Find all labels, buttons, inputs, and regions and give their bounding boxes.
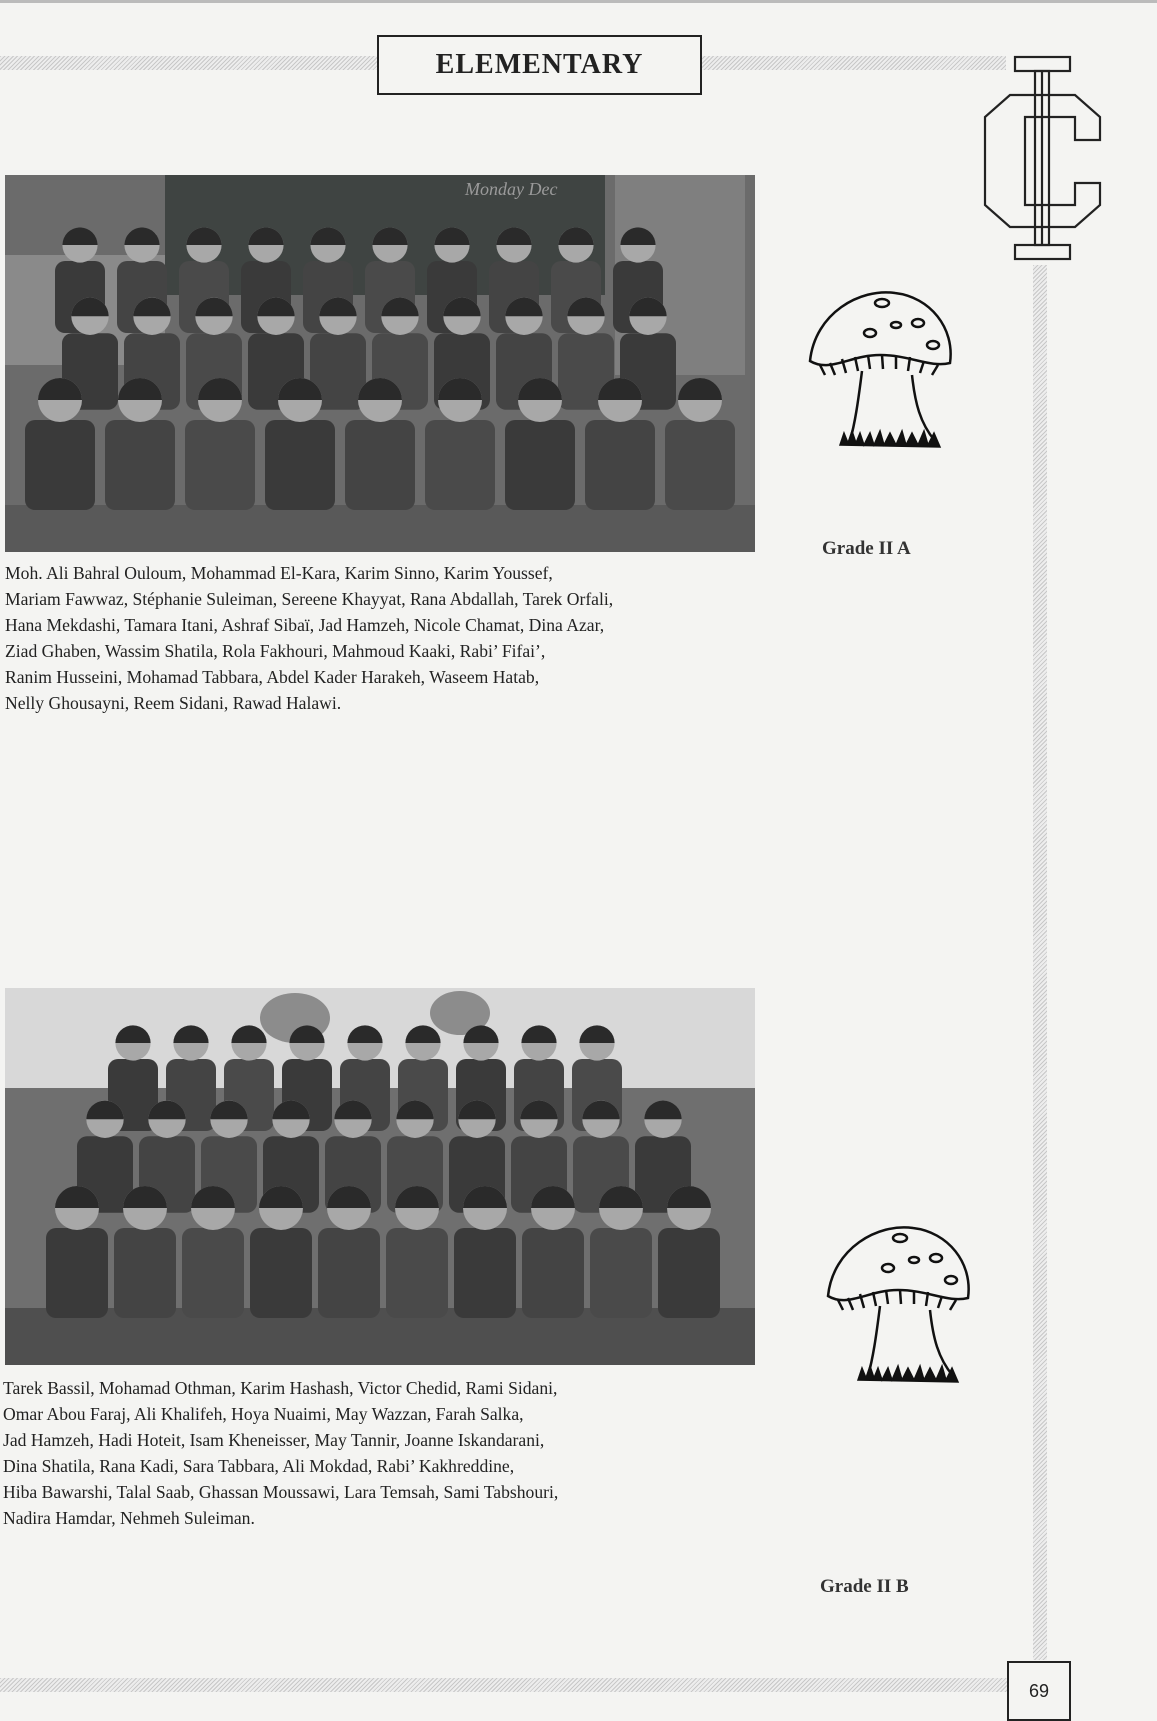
caption-line: Jad Hamzeh, Hadi Hoteit, Isam Kheneisser, May Tannir, Joanne Iskandarani, (3, 1430, 545, 1450)
caption-line: Omar Abou Faraj, Ali Khalifeh, Hoya Nuaimi, May Wazzan, Farah Salka, (3, 1404, 524, 1424)
student-figure (590, 1186, 652, 1318)
caption-line: Nadira Hamdar, Nehmeh Suleiman. (3, 1508, 255, 1528)
page-number (1007, 1661, 1071, 1721)
caption-line: Dina Shatila, Rana Kadi, Sara Tabbara, Ali Mokdad, Rabi’ Kakhreddine, (3, 1456, 515, 1476)
caption-line: Moh. Ali Bahral Ouloum, Mohammad El-Kara, Karim Sinno, Karim Youssef, (5, 563, 553, 583)
student-figure (250, 1186, 312, 1318)
caption-line: Ziad Ghaben, Wassim Shatila, Rola Fakhouri, Mahmoud Kaaki, Rabi’ Fifai’, (5, 641, 546, 661)
right-band (1033, 265, 1047, 1660)
top-rule (0, 0, 1157, 3)
student-figure (658, 1186, 720, 1318)
section-title (377, 35, 702, 95)
caption-line: Hana Mekdashi, Tamara Itani, Ashraf Sibaï, Jad Hamzeh, Nicole Chamat, Dina Azar, (5, 615, 605, 635)
caption-line: Nelly Ghousayni, Reem Sidani, Rawad Halawi. (5, 693, 342, 713)
header-band-left (0, 56, 380, 70)
student-figure (46, 1186, 108, 1318)
caption-grade-2a (5, 560, 745, 716)
caption-line: Tarek Bassil, Mohamad Othman, Karim Hashash, Victor Chedid, Rami Sidani, (3, 1378, 558, 1398)
page-number-text: 69 (1028, 1680, 1050, 1701)
student-figure (522, 1186, 584, 1318)
class-photo-a-drawing (5, 175, 755, 552)
class-photo-grade-2a (5, 175, 755, 552)
grade-label-2b: Grade II B (820, 1576, 909, 1597)
grade-label-2a: Grade II A (822, 538, 911, 559)
student-figure (318, 1186, 380, 1318)
mushroom-icon (818, 1218, 978, 1393)
caption-line: Mariam Fawwaz, Stéphanie Suleiman, Sereene Khayyat, Rana Abdallah, Tarek Orfali, (5, 589, 614, 609)
section-title-text: ELEMENTARY (435, 49, 644, 80)
student-figure (454, 1186, 516, 1318)
board-writing: Monday Dec (465, 179, 558, 199)
student-figure (386, 1186, 448, 1318)
footer-band (0, 1678, 1007, 1692)
header-band-right (696, 56, 1006, 70)
mushroom-icon (800, 283, 960, 458)
student-figure (114, 1186, 176, 1318)
caption-line: Hiba Bawarshi, Talal Saab, Ghassan Moussawi, Lara Temsah, Sami Tabshouri, (3, 1482, 559, 1502)
student-figure (182, 1186, 244, 1318)
class-photo-b-drawing (5, 988, 755, 1365)
class-photo-grade-2b (5, 988, 755, 1365)
school-logo-icon (980, 55, 1105, 265)
caption-grade-2b (3, 1375, 743, 1531)
caption-line: Ranim Husseini, Mohamad Tabbara, Abdel Kader Harakeh, Waseem Hatab, (5, 667, 540, 687)
